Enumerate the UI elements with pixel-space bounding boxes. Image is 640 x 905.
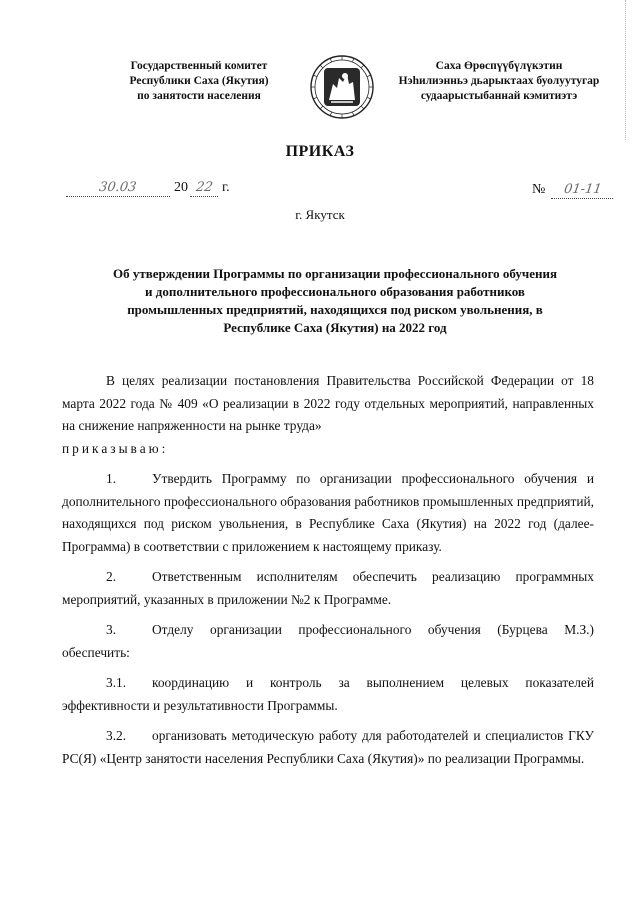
order-subject <box>70 265 600 337</box>
item-number: 3.2. <box>106 728 127 743</box>
date-field <box>66 180 170 197</box>
subject-line-2: и дополнительного профессионального образования работников <box>145 284 525 299</box>
number-field <box>551 182 613 199</box>
org-name-sakha-line-1: Саха Өрөспүүбүлүкэтин <box>435 60 563 72</box>
item-text: Отделу организации профессионального обучения (Бурцева М.З.) обеспечить: <box>62 622 594 660</box>
punch-hole-marks <box>625 0 628 140</box>
year-field <box>190 180 218 197</box>
item-text: координацию и контроль за выполнением целевых показателей эффективности и результативности Программы. <box>62 675 594 713</box>
number-handwritten: 01-11 <box>562 182 603 197</box>
subject-line-3: промышленных предприятий, находящихся под риском увольнения, в <box>127 302 543 317</box>
document-title: ПРИКАЗ <box>285 143 355 160</box>
order-number <box>532 182 613 199</box>
coat-of-arms-emblem-icon <box>309 54 375 120</box>
order-body <box>62 370 594 778</box>
year-handwritten: 22 <box>194 180 214 195</box>
subject-line-1: Об утверждении Программы по организации профессионального обучения <box>112 266 558 281</box>
org-name-ru-line-2: Республики Саха (Якутия) <box>129 75 269 87</box>
org-name-sakha-line-3: судаарыстыбаннай кэмитиэтэ <box>420 90 578 102</box>
city-line: г. Якутск <box>295 207 345 222</box>
date-handwritten: 30.03 <box>98 180 138 195</box>
list-item <box>62 619 594 664</box>
preamble-paragraph <box>62 370 594 438</box>
order-word: приказываю: <box>62 440 169 456</box>
org-name-ru-line-1: Государственный комитет <box>130 60 268 72</box>
order-date <box>66 180 230 197</box>
list-item <box>62 566 594 611</box>
item-number: 2. <box>106 569 117 584</box>
number-label: № <box>532 182 546 197</box>
org-name-sakha-line-2: Нэһилиэнньэ дьарыктаах буолуутугар <box>398 75 600 87</box>
item-number: 1. <box>106 471 117 486</box>
order-word-paragraph <box>62 438 594 461</box>
item-text: Утвердить Программу по организации профессионального обучения и дополнительного профессионального образования работников промышленных предприятий, находящихся под риском увольнения, в Республике Саха (Якутия) на 2022 год (далее-Программа) в соответствии с приложением к настоящему приказу. <box>62 471 594 554</box>
item-text: Ответственным исполнителям обеспечить реализацию программных мероприятий, указанных в приложении №2 к Программе. <box>62 569 594 607</box>
item-text: организовать методическую работу для работодателей и специалистов ГКУ РС(Я) «Центр занятости населения Республики Саха (Якутия)» по реализации Программы. <box>62 728 594 766</box>
org-name-sakha <box>380 59 618 104</box>
preamble-text: В целях реализации постановления Правительства Российской Федерации от 18 марта 2022 года № 409 «О реализации в 2022 году отдельных мероприятий, направленных на снижение напряженности на рынке труда» <box>62 373 594 433</box>
subject-line-4: Республике Саха (Якутия) на 2022 год <box>223 320 447 335</box>
year-suffix: г. <box>222 180 230 195</box>
item-number: 3. <box>106 622 117 637</box>
org-name-ru-line-3: по занятости населения <box>137 90 261 102</box>
org-name-russian <box>96 59 302 104</box>
item-number: 3.1. <box>106 675 127 690</box>
list-item <box>62 672 594 717</box>
year-prefix: 20 <box>174 180 188 195</box>
list-item <box>62 468 594 558</box>
list-item <box>62 725 594 770</box>
